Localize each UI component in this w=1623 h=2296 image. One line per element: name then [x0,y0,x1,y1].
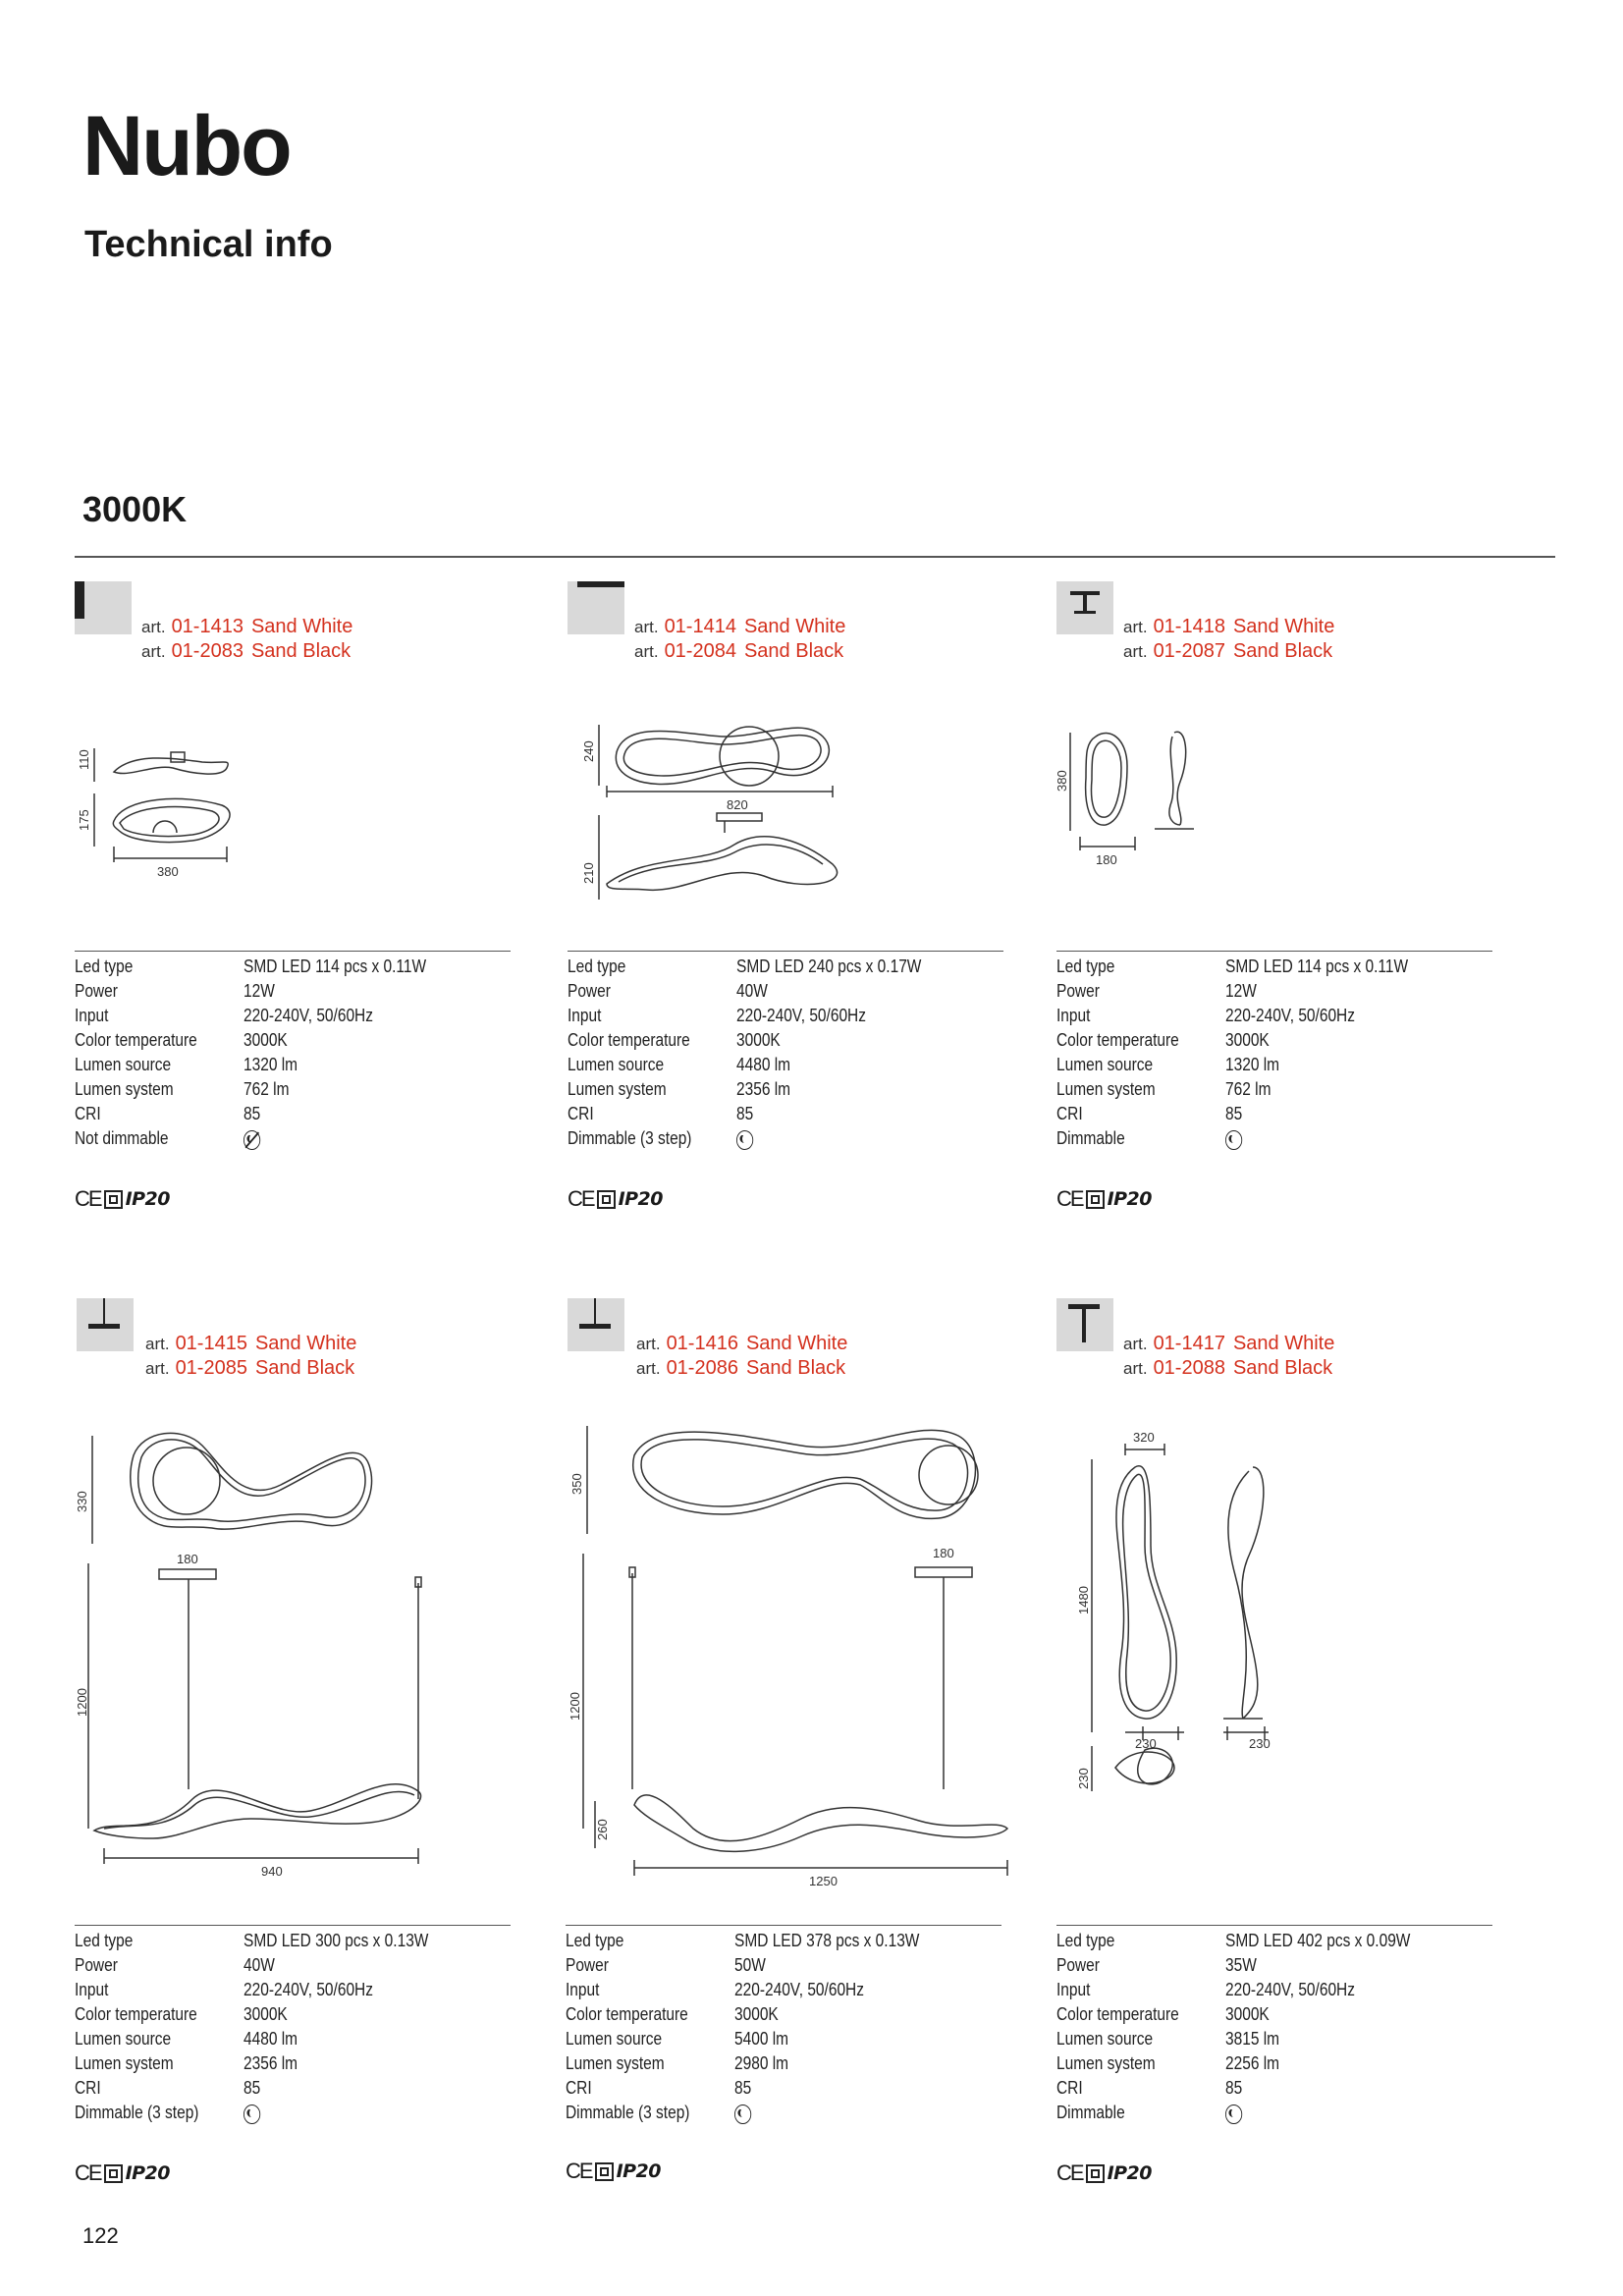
product-card [568,581,1019,1249]
article-code: 01-1414 [664,616,736,637]
spec-divider [75,951,511,952]
spec-row: Power 50W [566,1955,766,1975]
spec-row: Lumen source 1320 lm [1056,1055,1280,1074]
dimension-label: 330 [75,1491,89,1512]
article-line: art. 01-2085 Sand Black [145,1357,355,1379]
article-list [1123,1332,1334,1381]
spec-row: Lumen source 1320 lm [75,1055,298,1074]
spec-row: Power 12W [1056,981,1257,1001]
dimension-label: 230 [1076,1768,1091,1789]
ip-rating: IP20 [125,1188,170,1210]
article-name: Sand White [743,616,846,637]
ip-rating: IP20 [125,2162,170,2184]
floor-lamp-icon [1056,1298,1113,1351]
spec-row: Color temperature 3000K [1056,2004,1270,2024]
article-name: Sand White [745,1333,848,1354]
spec-divider [75,1925,511,1926]
product-card [75,581,526,1249]
spec-row: Dimmable [1056,2101,1410,2125]
spec-row: Lumen source 4480 lm [568,1055,791,1074]
product-card [1056,1298,1508,2202]
dimension-label: 240 [581,740,596,762]
dimension-label: 320 [1133,1430,1155,1445]
dimmable-icon [243,2105,260,2124]
product-technical-drawing [75,1426,428,1897]
article-line: art. 01-1416 Sand White [636,1333,848,1354]
spec-row: Power 40W [568,981,768,1001]
article-code: 01-1417 [1153,1333,1225,1354]
dimmable-icon [734,2105,751,2124]
article-list [145,1332,356,1381]
dimension-label: 110 [77,749,91,770]
class-ii-icon [1086,2164,1105,2183]
spec-row: Lumen system 2356 lm [75,2053,298,2073]
not-dimmable-icon [243,1130,260,1150]
spec-divider [568,951,1003,952]
spec-row: Led type SMD LED 114 pcs x 0.11W [75,957,427,976]
article-name: Sand Black [1232,1357,1333,1379]
spec-row: Dimmable [1056,1126,1408,1151]
dimmable-icon [1225,1130,1242,1150]
article-name: Sand White [1232,616,1335,637]
dimension-label: 1200 [75,1688,89,1717]
spec-row: Lumen source 4480 lm [75,2029,298,2049]
spec-row: Lumen source 5400 lm [566,2029,789,2049]
ip-rating: IP20 [1107,2162,1152,2184]
ce-mark-icon: CE [566,2159,592,2183]
spec-row: Dimmable (3 step) [566,2101,919,2125]
product-technical-drawing [568,717,882,913]
product-technical-drawing [1056,1418,1292,1889]
dimmable-icon [1225,2105,1242,2124]
section-heading: 3000K [82,489,188,529]
spec-row: Input 220-240V, 50/60Hz [1056,1980,1355,1999]
class-ii-icon [104,1190,123,1209]
spec-row: CRI 85 [1056,1104,1243,1123]
spec-table [568,955,921,1151]
article-list [634,615,845,664]
spec-row: Lumen system 762 lm [1056,1079,1271,1099]
article-code: 01-1416 [666,1333,738,1354]
product-card [566,1298,1017,2202]
article-name: Sand Black [254,1357,355,1379]
spec-table [75,955,426,1151]
class-ii-icon [595,2162,614,2181]
article-list [141,615,352,664]
article-name: Sand White [1232,1333,1335,1354]
page-subtitle: Technical info [84,224,333,265]
spec-row: Input 220-240V, 50/60Hz [75,1980,373,1999]
dimension-label: 820 [727,797,748,812]
spec-row: Color temperature 3000K [568,1030,781,1050]
spec-row: Lumen system 2356 lm [568,1079,791,1099]
dimension-label: 380 [157,864,179,879]
spec-row: Input 220-240V, 50/60Hz [566,1980,864,1999]
spec-row: Not dimmable [75,1126,426,1151]
dimension-label: 180 [177,1552,198,1566]
product-card [1056,581,1508,1249]
spec-row: Led type SMD LED 378 pcs x 0.13W [566,1931,920,1950]
ce-mark-icon: CE [1056,2160,1083,2185]
spec-row: Color temperature 3000K [75,1030,288,1050]
article-name: Sand Black [743,640,844,662]
ce-mark-icon: CE [75,2160,101,2185]
article-line: art. 01-1417 Sand White [1123,1333,1335,1354]
pendant-icon [568,1298,624,1351]
spec-table [1056,1929,1410,2125]
ceiling-mount-icon [568,581,624,634]
ce-mark-icon: CE [75,1186,101,1211]
ip-rating: IP20 [1107,1188,1152,1210]
dimension-label: 1480 [1076,1586,1091,1614]
certification-marks [1056,1186,1152,1212]
spec-table [75,1929,428,2125]
dimension-label: 1250 [809,1874,838,1888]
spec-row: Color temperature 3000K [566,2004,779,2024]
spec-row: Led type SMD LED 300 pcs x 0.13W [75,1931,429,1950]
dimension-label: 230 [1135,1736,1157,1751]
article-line: art. 01-1413 Sand White [141,616,353,637]
spec-row: CRI 85 [75,1104,261,1123]
article-line: art. 01-2086 Sand Black [636,1357,846,1379]
dimension-label: 180 [1096,852,1117,867]
spec-table [1056,955,1408,1151]
spec-row: Power 40W [75,1955,275,1975]
article-list [636,1332,847,1381]
article-code: 01-2086 [666,1357,738,1379]
ip-rating: IP20 [616,2160,661,2182]
article-code: 01-2085 [175,1357,247,1379]
spec-row: Power 12W [75,981,275,1001]
article-code: 01-2087 [1153,640,1225,662]
spec-row: Lumen system 762 lm [75,1079,290,1099]
dimension-label: 230 [1249,1736,1271,1751]
dimension-label: 940 [261,1864,283,1879]
article-code: 01-1418 [1153,616,1225,637]
article-code: 01-1413 [171,616,243,637]
spec-row: CRI 85 [1056,2078,1243,2098]
spec-row: Dimmable (3 step) [568,1126,921,1151]
pendant-icon [77,1298,134,1351]
spec-table [566,1929,919,2125]
class-ii-icon [597,1190,616,1209]
dimension-label: 260 [595,1819,610,1840]
article-line: art. 01-1414 Sand White [634,616,846,637]
certification-marks [566,2159,661,2184]
class-ii-icon [1086,1190,1105,1209]
spec-row: Power 35W [1056,1955,1257,1975]
spec-row: Input 220-240V, 50/60Hz [75,1006,373,1025]
spec-row: Input 220-240V, 50/60Hz [568,1006,866,1025]
page-number: 122 [82,2223,119,2248]
dimension-label: 175 [77,809,91,831]
certification-marks [75,1186,170,1212]
article-line: art. 01-1418 Sand White [1123,616,1335,637]
spec-row: CRI 85 [75,2078,261,2098]
spec-row: Lumen system 2256 lm [1056,2053,1280,2073]
section-divider [75,556,1555,558]
article-line: art. 01-2088 Sand Black [1123,1357,1333,1379]
dimmable-icon [736,1130,753,1150]
product-technical-drawing [1056,727,1253,884]
dimension-label: 380 [1055,770,1069,792]
article-name: Sand Black [745,1357,846,1379]
article-list [1123,615,1334,664]
spec-row: Led type SMD LED 114 pcs x 0.11W [1056,957,1409,976]
dimension-label: 350 [569,1473,584,1495]
dimension-label: 210 [581,862,596,884]
product-card [75,1298,526,2202]
article-line: art. 01-2083 Sand Black [141,640,352,662]
article-name: Sand Black [1232,640,1333,662]
spec-row: Lumen system 2980 lm [566,2053,789,2073]
page-title: Nubo [82,99,291,193]
spec-row: Led type SMD LED 240 pcs x 0.17W [568,957,922,976]
article-line: art. 01-2087 Sand Black [1123,640,1333,662]
class-ii-icon [104,2164,123,2183]
spec-divider [1056,1925,1492,1926]
table-lamp-icon [1056,581,1113,634]
certification-marks [568,1186,663,1212]
spec-divider [566,1925,1001,1926]
wall-mount-icon [75,581,132,634]
spec-row: Lumen source 3815 lm [1056,2029,1280,2049]
article-name: Sand White [254,1333,357,1354]
spec-row: CRI 85 [568,1104,754,1123]
product-technical-drawing [566,1416,1017,1887]
spec-row: Input 220-240V, 50/60Hz [1056,1006,1355,1025]
article-name: Sand Black [250,640,352,662]
article-name: Sand White [250,616,353,637]
spec-divider [1056,951,1492,952]
ce-mark-icon: CE [1056,1186,1083,1211]
spec-row: Color temperature 3000K [75,2004,288,2024]
dimension-label: 1200 [568,1692,582,1721]
certification-marks [75,2160,170,2186]
spec-row: Led type SMD LED 402 pcs x 0.09W [1056,1931,1411,1950]
article-code: 01-2088 [1153,1357,1225,1379]
product-technical-drawing [75,738,291,896]
spec-row: CRI 85 [566,2078,752,2098]
certification-marks [1056,2160,1152,2186]
spec-row: Dimmable (3 step) [75,2101,428,2125]
spec-row: Color temperature 3000K [1056,1030,1270,1050]
article-code: 01-1415 [175,1333,247,1354]
ce-mark-icon: CE [568,1186,594,1211]
article-line: art. 01-1415 Sand White [145,1333,357,1354]
dimension-label: 180 [933,1546,954,1560]
article-code: 01-2084 [664,640,736,662]
article-line: art. 01-2084 Sand Black [634,640,844,662]
article-code: 01-2083 [171,640,243,662]
ip-rating: IP20 [618,1188,663,1210]
